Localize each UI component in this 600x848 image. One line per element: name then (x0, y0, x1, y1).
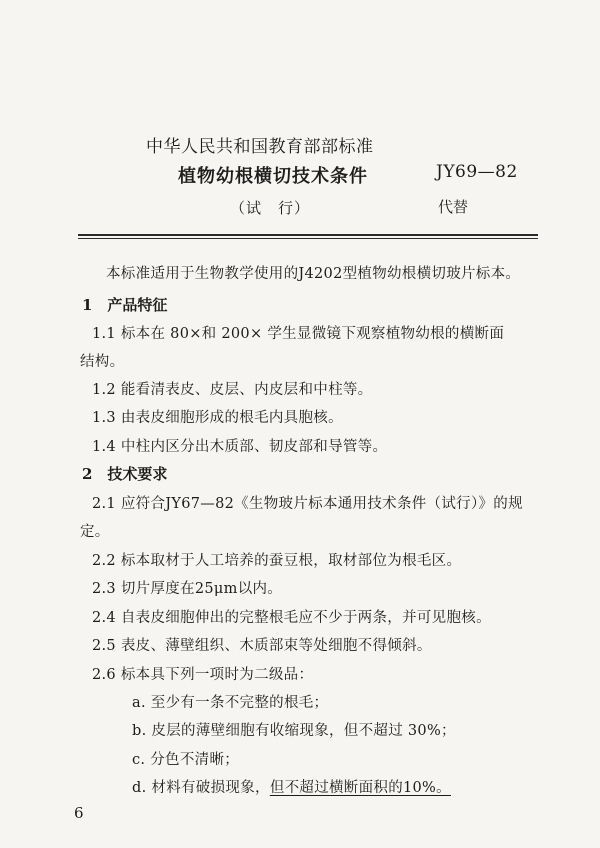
header-divider-thin (78, 238, 538, 239)
header-divider-thick (78, 234, 538, 236)
subclause-d-text: d. 材料有破损现象， (132, 780, 270, 796)
clause-2-5: 2.5 表皮、薄壁组织、木质部束等处细胞不得倾斜。 (92, 638, 432, 654)
clause-1-4: 1.4 中柱内区分出木质部、韧皮部和导管等。 (92, 439, 388, 455)
subclause-b: b. 皮层的薄壁细胞有收缩现象，但不超过 30%； (132, 723, 456, 739)
page-number: 6 (74, 804, 84, 822)
clause-2-3: 2.3 切片厚度在25μm以内。 (92, 581, 283, 597)
subclause-d (132, 776, 451, 797)
trial-note: （试 行） (230, 199, 311, 217)
subclause-d-underlined-text: 但不超过横断面积的10%。 (269, 780, 451, 796)
intro-paragraph: 本标准适用于生物教学使用的J4202型植物幼根横切玻片标本。 (106, 266, 521, 282)
clause-2-4: 2.4 自表皮细胞伸出的完整根毛应不少于两条，并可见胞核。 (92, 610, 491, 626)
clause-2-2: 2.2 标本取材于人工培养的蚕豆根，取材部位为根毛区。 (92, 553, 462, 569)
standard-code: JY69—82 (436, 162, 518, 182)
section-2-heading: 2 技术要求 (82, 465, 168, 483)
clause-2-1-line-1: 2.1 应符合JY67—82《生物玻片标本通用技术条件（试行）》的规 (92, 496, 523, 512)
clause-2-6: 2.6 标本具下列一项时为二级品： (92, 667, 314, 683)
section-1-heading: 1 产品特征 (82, 296, 168, 314)
subclause-c: c. 分色不清晰； (132, 752, 240, 768)
standard-title: 植物幼根横切技术条件 (178, 166, 368, 187)
clause-1-3: 1.3 由表皮细胞形成的根毛内具胞核。 (92, 410, 343, 426)
clause-1-1-line-2: 结构。 (80, 354, 125, 370)
clause-2-1-line-2: 定。 (80, 524, 110, 540)
clause-1-2: 1.2 能看清表皮、皮层、内皮层和中柱等。 (92, 382, 373, 398)
clause-1-1-line-1: 1.1 标本在 80×和 200× 学生显微镜下观察植物幼根的横断面 (92, 326, 505, 342)
subclause-a: a. 至少有一条不完整的根毛； (132, 695, 329, 711)
replaces-label: 代替 (438, 198, 469, 216)
issuing-organization: 中华人民共和国教育部部标准 (146, 137, 374, 157)
